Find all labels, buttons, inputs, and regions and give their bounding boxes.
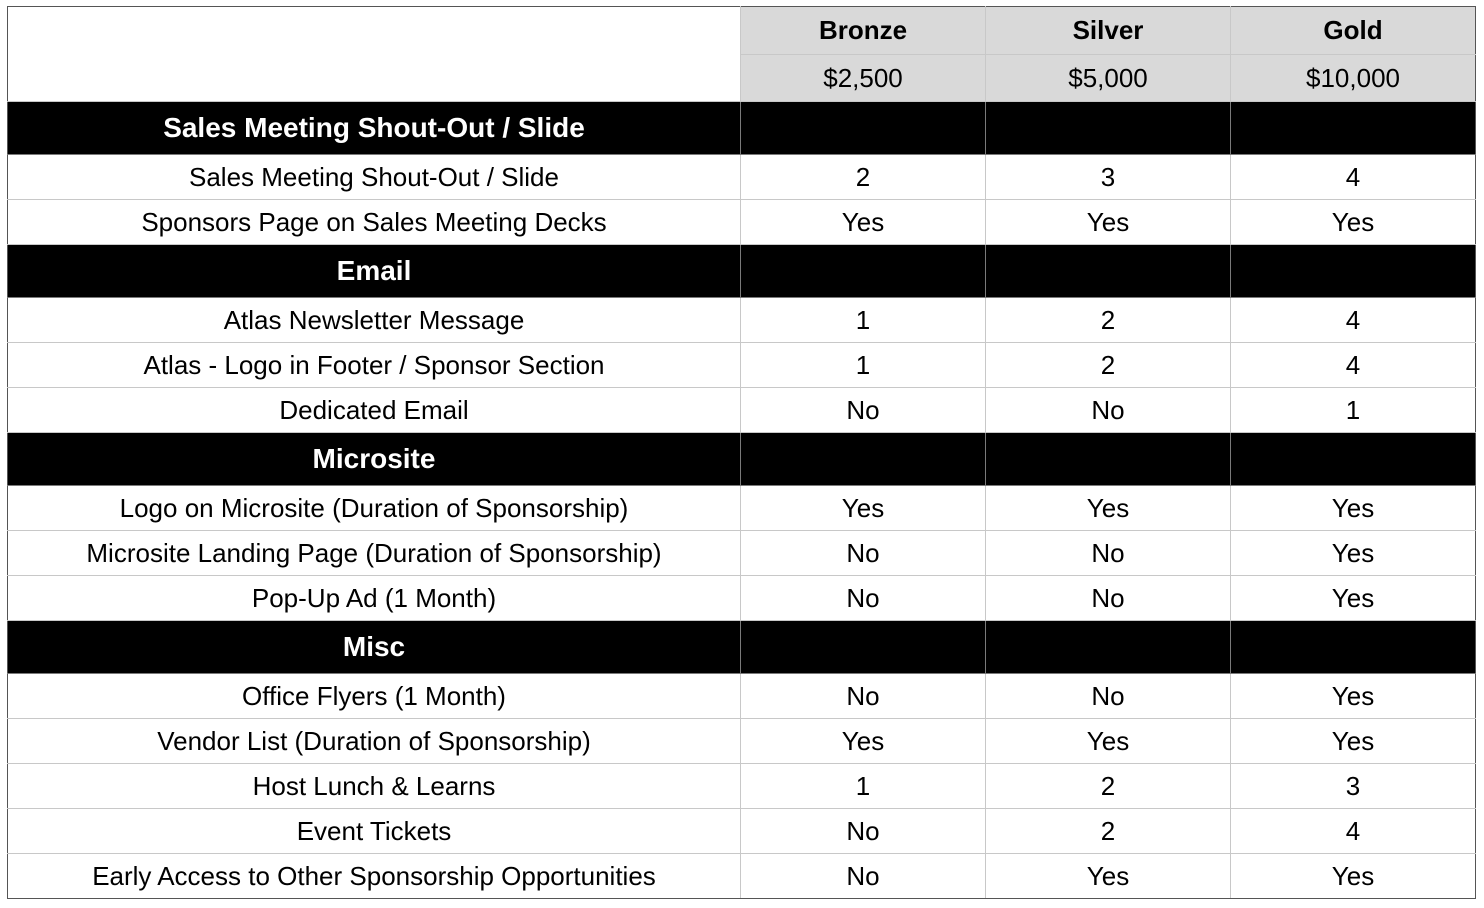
section-filler-silver bbox=[986, 245, 1231, 298]
feature-label: Early Access to Other Sponsorship Opportunities bbox=[8, 854, 741, 899]
feature-row bbox=[8, 388, 1476, 433]
tier-value-bronze: No bbox=[741, 531, 986, 576]
feature-label: Office Flyers (1 Month) bbox=[8, 674, 741, 719]
section-filler-bronze bbox=[741, 245, 986, 298]
feature-row bbox=[8, 343, 1476, 388]
tier-value-bronze: Yes bbox=[741, 719, 986, 764]
feature-label: Host Lunch & Learns bbox=[8, 764, 741, 809]
tier-value-gold: Yes bbox=[1231, 719, 1476, 764]
feature-label: Atlas Newsletter Message bbox=[8, 298, 741, 343]
section-filler-silver bbox=[986, 621, 1231, 674]
tier-value-silver: Yes bbox=[986, 486, 1231, 531]
feature-label: Sales Meeting Shout-Out / Slide bbox=[8, 155, 741, 200]
feature-row bbox=[8, 486, 1476, 531]
tier-value-silver: 3 bbox=[986, 155, 1231, 200]
tier-value-gold: 4 bbox=[1231, 155, 1476, 200]
tier-value-bronze: No bbox=[741, 854, 986, 899]
tier-value-silver: Yes bbox=[986, 200, 1231, 245]
section-header-row bbox=[8, 621, 1476, 674]
tier-value-silver: 2 bbox=[986, 764, 1231, 809]
tier-value-gold: Yes bbox=[1231, 486, 1476, 531]
feature-row bbox=[8, 764, 1476, 809]
section-filler-gold bbox=[1231, 621, 1476, 674]
section-filler-bronze bbox=[741, 102, 986, 155]
tier-price-gold: $10,000 bbox=[1231, 55, 1476, 102]
tier-value-silver: 2 bbox=[986, 809, 1231, 854]
tier-value-gold: Yes bbox=[1231, 854, 1476, 899]
tier-value-gold: Yes bbox=[1231, 531, 1476, 576]
tier-value-bronze: No bbox=[741, 576, 986, 621]
section-header-row bbox=[8, 433, 1476, 486]
sponsorship-tiers-table bbox=[7, 6, 1476, 899]
feature-row bbox=[8, 531, 1476, 576]
section-title: Microsite bbox=[8, 433, 741, 486]
section-filler-gold bbox=[1231, 433, 1476, 486]
tier-value-gold: Yes bbox=[1231, 576, 1476, 621]
tier-name-gold: Gold bbox=[1231, 7, 1476, 55]
section-filler-bronze bbox=[741, 433, 986, 486]
feature-row bbox=[8, 854, 1476, 899]
tier-value-bronze: Yes bbox=[741, 200, 986, 245]
tier-value-silver: No bbox=[986, 576, 1231, 621]
feature-label: Dedicated Email bbox=[8, 388, 741, 433]
feature-label: Logo on Microsite (Duration of Sponsorship) bbox=[8, 486, 741, 531]
tier-value-bronze: No bbox=[741, 674, 986, 719]
section-title: Misc bbox=[8, 621, 741, 674]
feature-row bbox=[8, 155, 1476, 200]
tier-value-gold: 4 bbox=[1231, 298, 1476, 343]
tier-name-silver: Silver bbox=[986, 7, 1231, 55]
section-filler-bronze bbox=[741, 621, 986, 674]
tier-value-gold: 4 bbox=[1231, 343, 1476, 388]
table-body bbox=[8, 7, 1476, 899]
tier-value-gold: 4 bbox=[1231, 809, 1476, 854]
tier-value-silver: No bbox=[986, 531, 1231, 576]
section-filler-silver bbox=[986, 433, 1231, 486]
feature-label: Pop-Up Ad (1 Month) bbox=[8, 576, 741, 621]
tier-value-silver: Yes bbox=[986, 854, 1231, 899]
feature-label: Sponsors Page on Sales Meeting Decks bbox=[8, 200, 741, 245]
feature-row bbox=[8, 719, 1476, 764]
feature-row bbox=[8, 809, 1476, 854]
tier-name-row bbox=[8, 7, 1476, 55]
feature-label: Microsite Landing Page (Duration of Sponsorship) bbox=[8, 531, 741, 576]
section-filler-silver bbox=[986, 102, 1231, 155]
tier-value-silver: 2 bbox=[986, 343, 1231, 388]
feature-row bbox=[8, 576, 1476, 621]
section-header-row bbox=[8, 245, 1476, 298]
tier-value-silver: No bbox=[986, 388, 1231, 433]
feature-row bbox=[8, 298, 1476, 343]
tier-value-bronze: 1 bbox=[741, 764, 986, 809]
section-title: Email bbox=[8, 245, 741, 298]
section-header-row bbox=[8, 102, 1476, 155]
tier-value-gold: 3 bbox=[1231, 764, 1476, 809]
tier-value-silver: Yes bbox=[986, 719, 1231, 764]
section-title: Sales Meeting Shout-Out / Slide bbox=[8, 102, 741, 155]
tier-value-gold: Yes bbox=[1231, 674, 1476, 719]
feature-label: Vendor List (Duration of Sponsorship) bbox=[8, 719, 741, 764]
tier-value-bronze: 2 bbox=[741, 155, 986, 200]
tier-value-bronze: Yes bbox=[741, 486, 986, 531]
tier-value-silver: No bbox=[986, 674, 1231, 719]
blank-header-cell bbox=[8, 7, 741, 102]
tier-name-bronze: Bronze bbox=[741, 7, 986, 55]
section-filler-gold bbox=[1231, 245, 1476, 298]
feature-label: Atlas - Logo in Footer / Sponsor Section bbox=[8, 343, 741, 388]
tier-price-silver: $5,000 bbox=[986, 55, 1231, 102]
tier-value-bronze: No bbox=[741, 388, 986, 433]
tier-value-bronze: 1 bbox=[741, 343, 986, 388]
feature-row bbox=[8, 674, 1476, 719]
tier-value-bronze: No bbox=[741, 809, 986, 854]
section-filler-gold bbox=[1231, 102, 1476, 155]
tier-value-bronze: 1 bbox=[741, 298, 986, 343]
feature-label: Event Tickets bbox=[8, 809, 741, 854]
tier-price-bronze: $2,500 bbox=[741, 55, 986, 102]
feature-row bbox=[8, 200, 1476, 245]
tier-value-gold: Yes bbox=[1231, 200, 1476, 245]
tier-value-silver: 2 bbox=[986, 298, 1231, 343]
tier-value-gold: 1 bbox=[1231, 388, 1476, 433]
